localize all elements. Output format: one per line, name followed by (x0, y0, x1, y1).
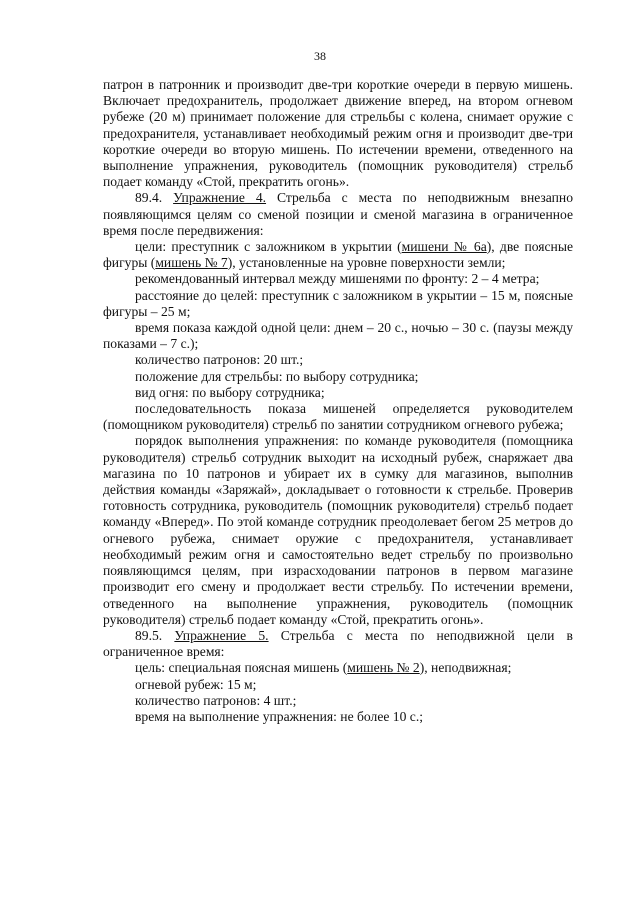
body-text (103, 77, 573, 725)
paragraph-continuation: патрон в патронник и производит две-три короткие очереди в первую мишень. Включает предохранитель, продолжает движение вперед, на втором огневом рубеже (20 м) принимает положение для стрельбы с колена, снимает оружие с предохранителя, устанавливает необходимый режим огня и производит две-три короткие очереди во вторую мишень. По истечении времени, отведенного на выполнение упражнения, руководитель (помощник руководителя) стрельб подает команду «Стой, прекратить огонь». (103, 77, 573, 190)
paragraph-sequence: последовательность показа мишеней определяется руководителем (помощником руководителя) стрельб по занятии сотрудником огневого рубежа; (103, 401, 573, 433)
exercise-5-title: Упражнение 5. (174, 627, 269, 643)
target-ref-7: мишень № 7 (155, 255, 228, 271)
paragraph-time-limit: время на выполнение упражнения: не более 10 с.; (135, 708, 423, 724)
target-ref-2: мишень № 2 (347, 660, 420, 676)
exercise-4-title: Упражнение 4. (173, 190, 267, 206)
page-number: 38 (314, 49, 326, 63)
paragraph-interval: рекомендованный интервал между мишенями по фронту: 2 – 4 метра; (135, 271, 540, 287)
paragraph-fire-type: вид огня: по выбору сотрудника; (135, 384, 325, 400)
paragraph-exercise-5: 89.5. Упражнение 5. Стрельба с места по неподвижной цели в ограниченное время: (103, 627, 573, 660)
paragraph-exercise-4: 89.4. Упражнение 4. Стрельба с места по неподвижным внезапно появляющимся целям со сменой позиции и сменой магазина в ограниченное время после передвижения: (103, 190, 573, 238)
paragraph-target: цель: специальная поясная мишень (мишень № 2), неподвижная; (135, 660, 512, 676)
paragraph-ammo-count: количество патронов: 20 шт.; (135, 352, 304, 368)
paragraph-procedure: порядок выполнения упражнения: по команде руководителя (помощника руководителя) стрельб сотрудник выходит на исходный рубеж, снаряжает два магазина по 10 патронов и убирает их в сумку для магазинов, выполнив действия команды «Заряжай», докладывает о готовности к стрельбе. Проверив готовность сотрудника, руководитель (помощник руководителя) стрельб подает команду «Вперед». По этой команде сотрудник преодолевает бегом 25 метров до огневого рубежа, снимает оружие с предохранителя, устанавливает необходимый режим огня и самостоятельно ведет стрельбу по произвольно появляющимся целям, при израсходовании патронов в первом магазине производит его смену и продолжает вести стрельбу. По истечении времени, отведенного на выполнение упражнения, руководитель (помощник руководителя) стрельб подает команду «Стой, прекратить огонь». (103, 433, 573, 627)
paragraph-targets: цели: преступник с заложником в укрытии (мишени № 6а), две поясные фигуры (мишень № 7), установленные на уровне поверхности земли; (103, 239, 573, 271)
paragraph-ammo-count-2: количество патронов: 4 шт.; (135, 692, 297, 708)
paragraph-firing-line: огневой рубеж: 15 м; (135, 676, 257, 692)
paragraph-distance: расстояние до целей: преступник с заложником в укрытии – 15 м, поясные фигуры – 25 м; (103, 287, 573, 319)
paragraph-display-time: время показа каждой одной цели: днем – 20 с., ночью – 30 с. (паузы между показами – 7 с.); (103, 320, 573, 352)
target-ref-6a: мишени № 6а (401, 239, 487, 255)
paragraph-position: положение для стрельбы: по выбору сотрудника; (135, 368, 419, 384)
